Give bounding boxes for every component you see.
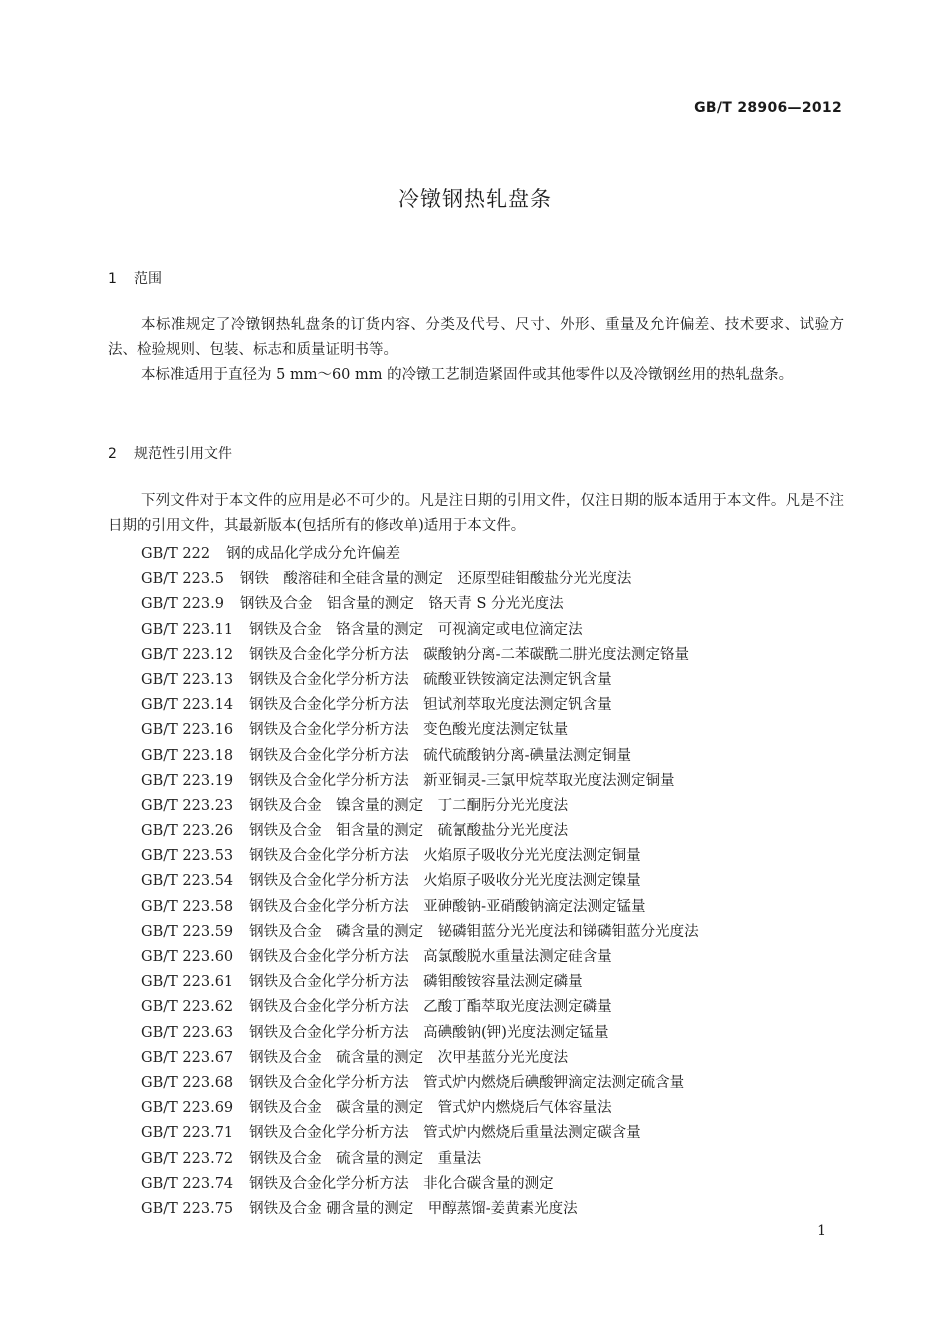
reference-title: 钢铁及合金化学分析方法 高氯酸脱水重量法测定硅含量: [249, 949, 612, 965]
reference-item: [141, 970, 699, 995]
reference-title: 钢铁及合金 钼含量的测定 硫氰酸盐分光光度法: [249, 823, 569, 840]
reference-code: GB/T 223.60: [141, 949, 234, 965]
reference-code: GB/T 223.19: [141, 772, 234, 789]
reference-title: 钢铁及合金 硫含量的测定 重量法: [249, 1150, 482, 1167]
reference-code: GB/T 223.67: [141, 1049, 234, 1066]
reference-item: [141, 794, 699, 819]
reference-code: GB/T 223.68: [141, 1074, 234, 1091]
reference-code: GB/T 223.74: [141, 1175, 234, 1192]
reference-title: 钢铁及合金 硫含量的测定 次甲基蓝分光光度法: [249, 1049, 569, 1066]
reference-code: GB/T 223.54: [141, 873, 234, 890]
section-number: 2: [108, 446, 117, 462]
reference-item: [141, 1172, 699, 1197]
reference-item: [141, 769, 699, 794]
reference-item: [141, 643, 699, 668]
reference-title: 钢铁及合金化学分析方法 管式炉内燃烧后重量法测定碳含量: [249, 1125, 641, 1142]
reference-title: 钢铁及合金 磷含量的测定 铋磷钼蓝分光光度法和锑磷钼蓝分光度法: [249, 923, 699, 940]
reference-title: 钢铁及合金化学分析方法 火焰原子吸收分光光度法测定铜量: [249, 848, 641, 865]
scope-paragraph-2: 本标准适用于直径为 5 mm～60 mm 的冷镦工艺制造紧固件或其他零件以及冷镦钢丝用的热轧盘条。: [141, 367, 794, 383]
reference-item: [141, 1071, 699, 1096]
reference-list: [141, 542, 699, 1222]
reference-item: [141, 895, 699, 920]
reference-code: GB/T 223.75: [141, 1200, 234, 1217]
reference-title: 钢铁及合金化学分析方法 管式炉内燃烧后碘酸钾滴定法测定硫含量: [249, 1074, 685, 1091]
reference-title: 钢铁及合金化学分析方法 变色酸光度法测定钛量: [249, 722, 569, 739]
reference-title: 钢铁及合金化学分析方法 非化合碳含量的测定: [249, 1175, 554, 1192]
reference-code: GB/T 223.14: [141, 697, 234, 714]
reference-code: GB/T 223.63: [141, 1024, 234, 1041]
reference-item: [141, 920, 699, 945]
reference-code: GB/T 223.53: [141, 848, 234, 865]
reference-item: [141, 592, 699, 617]
reference-title: 钢铁及合金 碳含量的测定 管式炉内燃烧后气体容量法: [249, 1100, 612, 1117]
reference-title: 钢铁及合金化学分析方法 新亚铜灵-三氯甲烷萃取光度法测定铜量: [249, 772, 675, 789]
reference-title: 钢铁及合金 铬含量的测定 可视滴定或电位滴定法: [249, 621, 583, 638]
reference-title: 钢铁及合金 硼含量的测定 甲醇蒸馏-姜黄素光度法: [249, 1200, 578, 1217]
reference-code: GB/T 223.26: [141, 823, 234, 840]
references-intro: 下列文件对于本文件的应用是必不可少的。凡是注日期的引用文件，仅注日期的版本适用于本文件。凡是不注日期的引用文件，其最新版本(包括所有的修改单)适用于本文件。: [108, 493, 844, 534]
reference-item: [141, 1121, 699, 1146]
scope-paragraph-1: 本标准规定了冷镦钢热轧盘条的订货内容、分类及代号、尺寸、外形、重量及允许偏差、技术要求、试验方法、检验规则、包装、标志和质量证明书等。: [108, 317, 844, 358]
reference-item: [141, 542, 699, 567]
reference-item: [141, 744, 699, 769]
reference-title: 钢铁及合金化学分析方法 亚砷酸钠-亚硝酸钠滴定法测定锰量: [249, 898, 646, 915]
reference-code: GB/T 223.18: [141, 747, 234, 764]
reference-item: [141, 819, 699, 844]
reference-item: [141, 844, 699, 869]
reference-code: GB/T 223.58: [141, 898, 234, 915]
reference-title: 钢铁及合金化学分析方法 高碘酸钠(钾)光度法测定锰量: [249, 1024, 609, 1041]
reference-title: 钢铁及合金化学分析方法 硫酸亚铁铵滴定法测定钒含量: [249, 671, 612, 688]
page-number: 1: [817, 1223, 826, 1239]
reference-code: GB/T 223.12: [141, 646, 234, 663]
standard-code: GB/T 28906—2012: [694, 100, 842, 116]
reference-code: GB/T 223.69: [141, 1100, 234, 1117]
reference-code: GB/T 223.62: [141, 999, 234, 1016]
reference-item: [141, 718, 699, 743]
reference-code: GB/T 223.72: [141, 1150, 234, 1167]
reference-item: [141, 869, 699, 894]
reference-code: GB/T 223.13: [141, 671, 234, 688]
reference-code: GB/T 223.71: [141, 1125, 234, 1142]
reference-code: GB/T 223.11: [141, 621, 234, 638]
reference-title: 钢的成品化学成分允许偏差: [226, 546, 401, 562]
section-number: 1: [108, 271, 117, 287]
reference-code: GB/T 223.5: [141, 571, 224, 588]
reference-item: [141, 693, 699, 718]
section-title: 规范性引用文件: [134, 446, 232, 462]
reference-code: GB/T 222: [141, 546, 211, 562]
reference-title: 钢铁及合金化学分析方法 钽试剂萃取光度法测定钒含量: [249, 697, 612, 714]
document-title: 冷镦钢热轧盘条: [398, 187, 552, 211]
reference-code: GB/T 223.59: [141, 923, 234, 940]
reference-title: 钢铁及合金化学分析方法 乙酸丁酯萃取光度法测定磷量: [249, 999, 612, 1016]
section-1-heading: [108, 268, 162, 288]
section-title: 范围: [134, 271, 162, 287]
reference-item: [141, 1046, 699, 1071]
reference-item: [141, 1096, 699, 1121]
reference-code: GB/T 223.9: [141, 596, 224, 613]
reference-item: [141, 995, 699, 1020]
reference-title: 钢铁及合金化学分析方法 硫代硫酸钠分离-碘量法测定铜量: [249, 747, 632, 764]
reference-item: [141, 618, 699, 643]
reference-item: [141, 1021, 699, 1046]
section-2-heading: [108, 443, 232, 463]
reference-title: 钢铁及合金 镍含量的测定 丁二酮肟分光光度法: [249, 797, 569, 814]
reference-title: 钢铁及合金化学分析方法 碳酸钠分离-二苯碳酰二肼光度法测定铬量: [249, 646, 690, 663]
reference-item: [141, 567, 699, 592]
reference-code: GB/T 223.16: [141, 722, 234, 739]
reference-title: 钢铁及合金化学分析方法 磷钼酸铵容量法测定磷量: [249, 974, 583, 991]
reference-code: GB/T 223.23: [141, 797, 234, 814]
reference-title: 钢铁 酸溶硅和全硅含量的测定 还原型硅钼酸盐分光光度法: [239, 571, 632, 588]
reference-item: [141, 945, 699, 970]
reference-title: 钢铁及合金化学分析方法 火焰原子吸收分光光度法测定镍量: [249, 873, 641, 890]
reference-item: [141, 1147, 699, 1172]
reference-item: [141, 668, 699, 693]
reference-code: GB/T 223.61: [141, 974, 234, 991]
reference-item: [141, 1197, 699, 1222]
reference-title: 钢铁及合金 铝含量的测定 铬天青 S 分光光度法: [239, 596, 564, 613]
